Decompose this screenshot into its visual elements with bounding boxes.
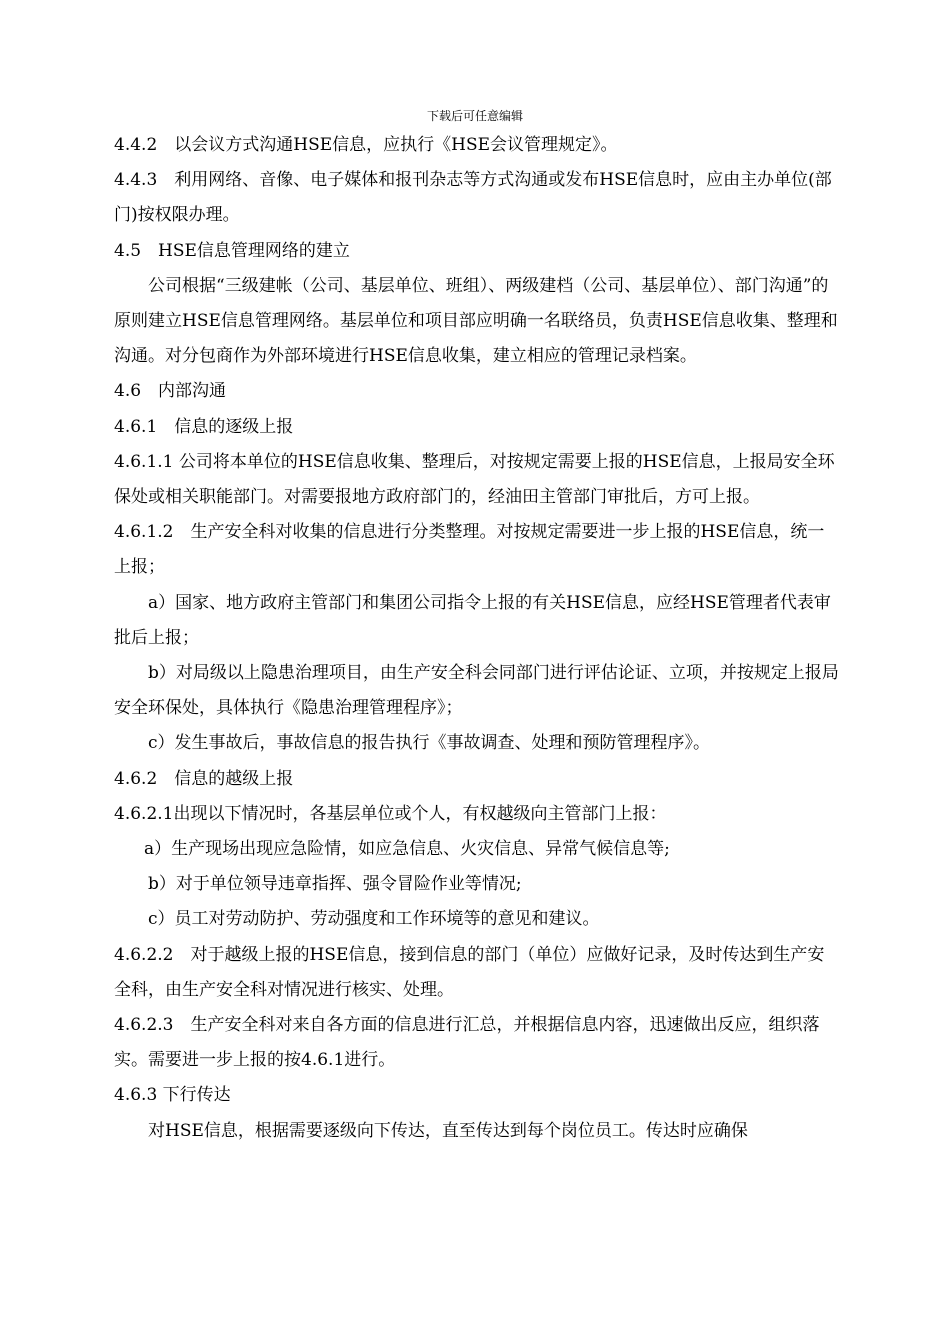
section-heading: 4.6.1 信息的逐级上报 (114, 416, 294, 437)
paragraph: 4.6.2.3 生产安全科对来自各方面的信息进行汇总，并根据信息内容，迅速做出反应，组织落实。需要进一步上报的按4.6.1进行。 (114, 1015, 820, 1071)
list-item: b）对于单位领导违章指挥、强令冒险作业等情况; (148, 874, 522, 895)
section-heading: 4.6.2 信息的越级上报 (114, 768, 294, 789)
section-heading: 4.6 内部沟通 (114, 381, 227, 402)
paragraph: 4.4.3 利用网络、音像、电子媒体和报刊杂志等方式沟通或发布HSE信息时，应由主办单位(部门)按权限办理。 (114, 170, 832, 226)
list-item: c）员工对劳动防护、劳动强度和工作环境等的意见和建议。 (148, 909, 600, 930)
paragraph: 公司根据“三级建帐（公司、基层单位、班组）、两级建档（公司、基层单位）、部门沟通”的原则建立HSE信息管理网络。基层单位和项目部应明确一名联络员，负责HSE信息收集、整理和沟通。对分包商作为外部环境进行HSE信息收集，建立相应的管理记录档案。 (114, 275, 838, 367)
paragraph: 对HSE信息，根据需要逐级向下传达，直至传达到每个岗位员工。传达时应确保 (148, 1120, 748, 1141)
header-note: 下载后可任意编辑 (426, 109, 523, 123)
paragraph: 4.6.1.1 公司将本单位的HSE信息收集、整理后，对按规定需要上报的HSE信息，上报局安全环保处或相关职能部门。对需要报地方政府部门的，经油田主管部门审批后，方可上报。 (114, 451, 835, 508)
paragraph: 4.6.1.2 生产安全科对收集的信息进行分类整理。对按规定需要进一步上报的HSE信息，统一上报； (114, 522, 825, 578)
paragraph: 4.6.2.2 对于越级上报的HSE信息，接到信息的部门（单位）应做好记录，及时传达到生产安全科，由生产安全科对情况进行核实、处理。 (114, 944, 825, 1000)
paragraph: 4.6.2.1出现以下情况时，各基层单位或个人，有权越级向主管部门上报： (114, 803, 667, 824)
section-heading: 4.6.3 下行传达 (114, 1085, 231, 1106)
paragraph: 4.4.2 以会议方式沟通HSE信息，应执行《HSE会议管理规定》。 (114, 135, 618, 155)
section-heading: 4.5 HSE信息管理网络的建立 (114, 240, 350, 261)
list-item: c）发生事故后，事故信息的报告执行《事故调查、处理和预防管理程序》。 (148, 733, 711, 754)
list-item: a）生产现场出现应急险情，如应急信息、火灾信息、异常气候信息等; (144, 839, 670, 860)
document-body (114, 128, 840, 1149)
list-item: b）对局级以上隐患治理项目，由生产安全科会同部门进行评估论证、立项，并按规定上报局安全环保处，具体执行《隐患治理管理程序》； (114, 663, 839, 719)
list-item: a）国家、地方政府主管部门和集团公司指令上报的有关HSE信息，应经HSE管理者代表审批后上报； (114, 592, 831, 648)
